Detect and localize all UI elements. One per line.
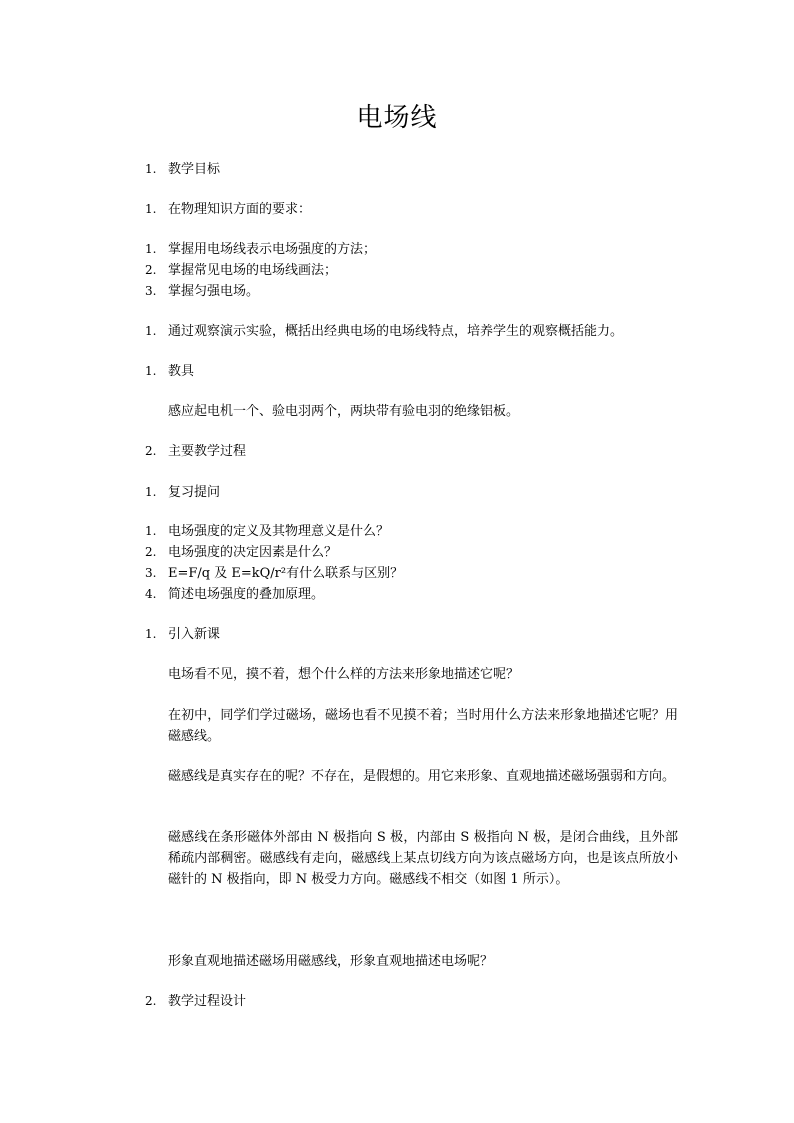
list-number: 1. <box>145 364 157 378</box>
list-number: 1. <box>145 242 157 256</box>
paragraph: 在初中，同学们学过磁场，磁场也看不见摸不着；当时用什么方法来形象地描述它呢？用磁感线。 <box>168 708 678 744</box>
list-text: 通过观察演示实验，概括出经典电场的电场线特点，培养学生的观察概括能力。 <box>168 324 624 339</box>
list-text: 掌握常见电场的电场线画法； <box>168 263 338 278</box>
list-number: 3. <box>145 284 157 298</box>
paragraph: 磁感线是真实存在的呢？不存在，是假想的。用它来形象、直观地描述磁场强弱和方向。 <box>168 769 676 784</box>
list-text: 在物理知识方面的要求： <box>168 202 312 217</box>
list-text: 掌握匀强电场。 <box>168 284 260 299</box>
page-title: 电场线 <box>356 103 438 133</box>
list-number: 3. <box>145 566 157 580</box>
list-number: 4. <box>145 587 157 601</box>
list-number: 2. <box>145 545 157 559</box>
list-number: 2. <box>145 994 157 1008</box>
paragraph: 形象直观地描述磁场用磁感线，形象直观地描述电场呢？ <box>168 954 494 969</box>
list-text: 复习提问 <box>168 485 221 500</box>
list-number: 1. <box>145 524 157 538</box>
list-text: 教具 <box>168 364 195 379</box>
paragraph: 磁感线在条形磁体外部由 N 极指向 S 极，内部由 S 极指向 N 极，是闭合曲线，且外部稀疏内部稠密。磁感线有走向，磁感线上某点切线方向为该点磁场方向，也是该点所放小磁针的 N 极指向，即 N 极受力方向。磁感线不相交（如图 1 所示）。 <box>168 830 678 887</box>
list-number: 1. <box>145 485 157 499</box>
paragraph: 电场看不见，摸不着，想个什么样的方法来形象地描述它呢？ <box>168 667 520 682</box>
list-text: 教学目标 <box>168 162 221 177</box>
list-text: 引入新课 <box>168 627 221 642</box>
list-text: E=F/q 及 E=kQ/r²有什么联系与区别？ <box>168 566 404 581</box>
list-number: 2. <box>145 444 157 458</box>
list-number: 1. <box>145 202 157 216</box>
list-text: 简述电场强度的叠加原理。 <box>168 587 325 602</box>
list-number: 1. <box>145 162 157 176</box>
list-text: 电场强度的决定因素是什么？ <box>168 545 338 560</box>
list-number: 1. <box>145 324 157 338</box>
list-text: 教学过程设计 <box>168 994 247 1009</box>
list-number: 1. <box>145 627 157 641</box>
list-text: 掌握用电场线表示电场强度的方法； <box>168 242 377 257</box>
list-text: 主要教学过程 <box>168 444 247 459</box>
list-number: 2. <box>145 263 157 277</box>
paragraph: 感应起电机一个、验电羽两个，两块带有验电羽的绝缘铝板。 <box>168 404 520 419</box>
list-text: 电场强度的定义及其物理意义是什么？ <box>168 524 390 539</box>
